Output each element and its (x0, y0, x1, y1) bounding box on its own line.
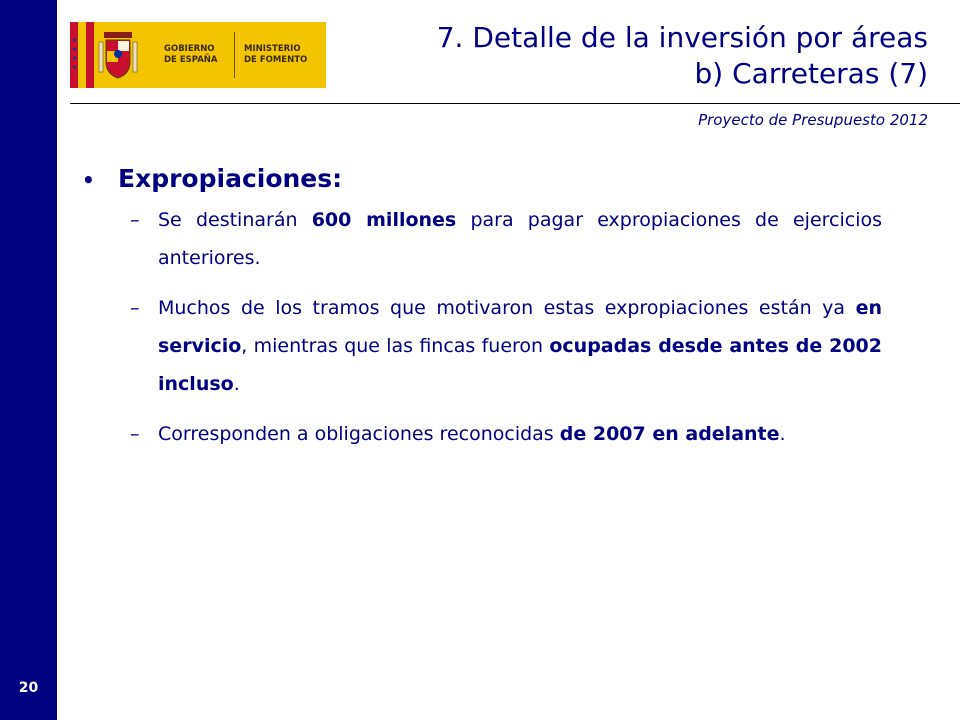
list-item-text (158, 415, 882, 453)
sub-item-list (82, 201, 882, 453)
slide-subtitle: Proyecto de Presupuesto 2012 (698, 111, 928, 129)
text-run: para pagar expropiaciones de ejercicios anteriores. (158, 209, 883, 269)
logo-text-gobierno: GOBIERNO DE ESPAÑA (164, 44, 218, 65)
list-item (130, 415, 882, 453)
eu-stars-icon: ★ ★ ★ ★ (72, 37, 78, 71)
dash-icon: – (130, 297, 140, 319)
coat-of-arms-icon (98, 28, 138, 82)
emphasis-text: ocupadas desde antes de 2002 incluso (158, 335, 882, 395)
text-run: Muchos de los tramos que motivaron estas expropiaciones están ya (158, 297, 856, 319)
left-sidebar-bar (0, 0, 57, 720)
page-number: 20 (18, 680, 39, 696)
emphasis-text: en servicio (158, 297, 882, 357)
text-run: . (233, 373, 240, 395)
list-item-text (158, 201, 882, 277)
list-item (130, 201, 882, 277)
heading-text: Expropiaciones: (118, 164, 343, 193)
text-run: . (779, 423, 786, 445)
emphasis-text: 600 millones (311, 209, 457, 231)
header-rule (70, 103, 960, 104)
slide-body (82, 164, 882, 465)
text-run: Se destinarán (158, 209, 312, 231)
slide-title (437, 20, 928, 92)
text-run: , mientras que las fincas fueron (241, 335, 550, 357)
bullet-icon: • (82, 168, 95, 192)
logo-divider (234, 32, 235, 78)
title-line-2: b) Carreteras (7) (694, 57, 928, 90)
list-item (130, 289, 882, 403)
logo-text-ministerio: MINISTERIO DE FOMENTO (244, 44, 308, 65)
dash-icon: – (130, 423, 140, 445)
list-item-text (158, 289, 882, 403)
emphasis-text: de 2007 en adelante (559, 423, 780, 445)
text-run: Corresponden a obligaciones reconocidas (158, 423, 560, 445)
government-logo (70, 22, 326, 88)
dash-icon: – (130, 209, 140, 231)
title-line-1: 7. Detalle de la inversión por áreas (436, 21, 928, 54)
bullet-heading (82, 164, 882, 193)
